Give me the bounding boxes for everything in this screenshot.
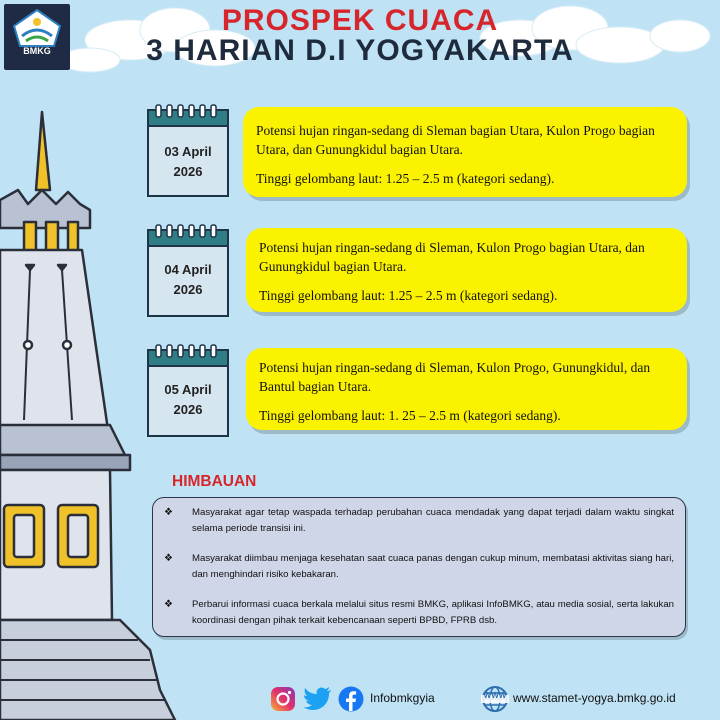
- himbauan-item: ❖ Masyarakat diimbau menjaga kesehatan saat cuaca panas dengan cukup minum, membatasi aktivitas siang hari, dan menghindari risiko kebakaran.: [164, 553, 674, 580]
- forecast-weather: Potensi hujan ringan-sedang di Sleman, Kulon Progo bagian Utara, dan Gunungkidul bagian Utara.: [259, 240, 645, 274]
- forecast-wave: Tinggi gelombang laut: 1.25 – 2.5 m (kategori sedang).: [256, 171, 555, 186]
- himbauan-item: ❖ Masyarakat agar tetap waspada terhadap perubahan cuaca mendadak yang dapat terjadi dalam waktu singkat selama periode transisi ini.: [164, 507, 674, 534]
- bmkg-logo-label: BMKG: [23, 46, 51, 56]
- forecast-weather: Potensi hujan ringan-sedang di Sleman bagian Utara, Kulon Progo bagian Utara, dan Gunungkidul bagian Utara.: [256, 123, 655, 157]
- himbauan-title: HIMBAUAN: [172, 473, 257, 490]
- instagram-icon[interactable]: [270, 686, 296, 712]
- facebook-icon[interactable]: [338, 686, 364, 712]
- forecast-card: [246, 348, 687, 430]
- forecast-date: 05 April 2026: [164, 382, 212, 417]
- bullet-diamond-icon: ❖: [164, 507, 173, 518]
- forecast-wave: Tinggi gelombang laut: 1. 25 – 2.5 m (kategori sedang).: [259, 408, 561, 423]
- forecast-date: 04 April 2026: [164, 262, 212, 297]
- himbauan-item: ❖ Perbarui informasi cuaca berkala melalui situs resmi BMKG, aplikasi InfoBMKG, atau media sosial, serta lakukan koordinasi dengan pihak terkait kebencanaan seperti BPBD, FPRB dsb.: [164, 599, 674, 626]
- bullet-diamond-icon: ❖: [164, 599, 173, 610]
- title-line-2: 3 HARIAN D.I YOGYAKARTA: [146, 34, 574, 67]
- twitter-icon[interactable]: [303, 686, 333, 712]
- bullet-diamond-icon: ❖: [164, 553, 173, 564]
- forecast-wave: Tinggi gelombang laut: 1.25 – 2.5 m (kategori sedang).: [259, 288, 558, 303]
- forecast-date: 03 April 2026: [164, 144, 212, 179]
- title-line-1: PROSPEK CUACA: [221, 4, 499, 37]
- forecast-card: [246, 228, 687, 312]
- social-handle[interactable]: Infobmkgyia: [370, 691, 435, 705]
- forecast-card: [243, 107, 687, 197]
- website-link[interactable]: www.stamet-yogya.bmkg.go.id: [513, 691, 676, 705]
- forecast-weather: Potensi hujan ringan-sedang di Sleman, Kulon Progo, Gunungkidul, dan Bantul bagian Utara.: [259, 360, 651, 394]
- globe-label: WWW: [483, 691, 507, 700]
